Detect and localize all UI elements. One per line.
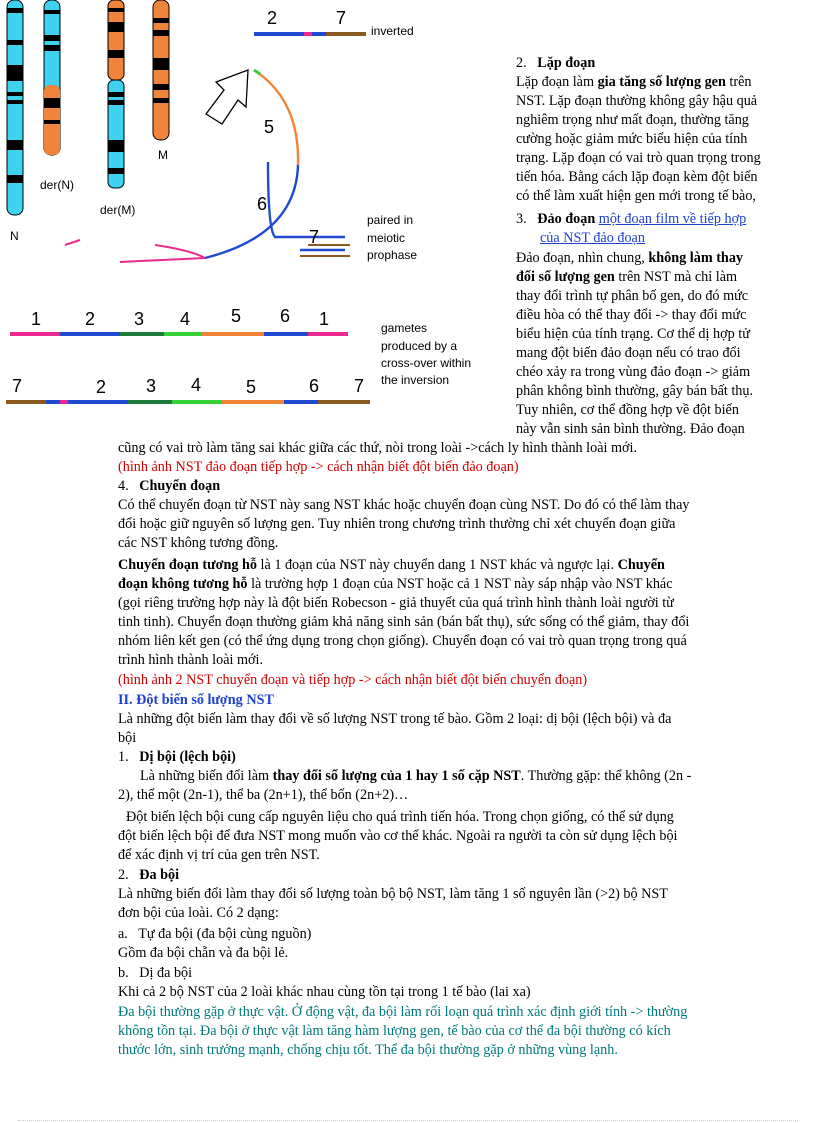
gamete1-num-6: 6	[280, 306, 291, 326]
image-note-inversion: (hình ảnh NST đảo đoạn tiếp hợp -> cách nhận biết đột biến đảo đoạn)	[118, 459, 519, 475]
dao-doan-line-2: đổi số lượng gen trên NST mà chỉ làm	[516, 269, 738, 285]
reciprocal-line-5: nhóm liên kết gen (có thể ứng dụng trong chọn giống). Chuyển đoạn có vai trò quan trọng trong quá	[118, 633, 687, 649]
gametes-label-2: produced by a	[381, 339, 458, 353]
paired-label-1: paired in	[367, 213, 414, 227]
polyploid-note-line-2: không tồn tại. Đa bội ở thực vật làm tăng hàm lượng gen, tế bào của cơ thể đa bội thường có kích	[118, 1023, 671, 1039]
arrow-icon	[206, 70, 248, 124]
chromosome-der-n	[44, 0, 60, 155]
inverted-label: inverted	[371, 24, 414, 38]
aneuploid-use-line-1: Đột biến lệch bội cung cấp nguyên liệu cho quá trình tiến hóa. Trong chọn giống, có thể sử dụng	[126, 809, 674, 825]
gametes-label-1: gametes	[381, 321, 428, 335]
reciprocal-line-3: (gọi riêng trường hợp này là đột biến Robecson - giả thuyết của quá trình hình thành loài người từ	[118, 595, 674, 611]
chuyen-doan-line-1: Có thể chuyển đoạn từ NST này sang NST khác hoặc chuyển đoạn cùng NST. Do đó có thể làm thay	[118, 497, 690, 513]
lap-doan-line-3: nghiêm trọng như mất đoạn, thường tăng	[516, 112, 749, 128]
polyploid-line-1: Là những biến đổi làm thay đổi số lượng toàn bộ bộ NST, làm tăng 1 số nguyên lần (>2) bộ NST	[118, 886, 668, 902]
gamete2-num-7b: 7	[354, 376, 365, 396]
section-4-number: 4.	[118, 478, 129, 494]
section-2-title: Lặp đoạn	[537, 55, 596, 71]
chuyen-doan-line-3: các NST không tương đồng.	[118, 535, 279, 551]
film-link[interactable]: một đoạn film về tiếp hợp	[598, 211, 747, 227]
gamete1-num-2: 2	[85, 309, 96, 329]
loop-num-5: 5	[264, 117, 275, 137]
chuyen-doan-line-2: đổi hoặc giữ nguyên số lượng gen. Tuy nhiên trong chương trình thường chỉ xét chuyển đoạn giữa	[118, 516, 676, 532]
paired-label-3: prophase	[367, 248, 418, 262]
lap-doan-line-2: NST. Lặp đoạn thường không gây hậu quả	[516, 93, 758, 109]
dao-doan-line-1: Đảo đoạn, nhìn chung, không làm thay	[516, 250, 744, 266]
inverted-segment	[254, 32, 366, 36]
chromosome-der-m	[108, 0, 124, 188]
allopolyploid-sub: Khi cả 2 bộ NST của 2 loài khác nhau cùng tồn tại trong 1 tế bào (lai xa)	[118, 984, 531, 1000]
gamete2-num-3: 3	[146, 376, 157, 396]
gamete2-num-2: 2	[96, 377, 107, 397]
section-2-number: 2.	[516, 55, 527, 71]
dao-doan-line-7: chéo xảy ra trong vùng đảo đoạn -> giảm	[516, 364, 751, 380]
numerical-line-1: Là những đột biến làm thay đổi về số lượng NST trong tế bào. Gồm 2 loại: dị bội (lệch bội) và đa	[118, 711, 672, 727]
section-3-number: 3.	[516, 211, 527, 227]
polyploid-note-line-1: Đa bội thường gặp ở thực vật. Ở động vật, đa bội làm rối loạn quá trình xác định giới tính -> thường	[118, 1004, 688, 1020]
lap-doan-line-7: có thể làm xuất hiện gen mới trong tế bào,	[516, 188, 756, 204]
loop-num-6: 6	[257, 194, 268, 214]
gamete1-num-4: 4	[180, 309, 191, 329]
reciprocal-line-4: tinh tinh). Chuyển đoạn thường giảm khả năng sinh sản (bán bất thụ), sức sống có thể giảm, thay đổi	[118, 614, 690, 630]
reciprocal-line-1: Chuyển đoạn tương hỗ là 1 đoạn của NST này chuyển dang 1 NST khác và ngược lại. Chuyển	[118, 557, 665, 573]
reciprocal-line-6: trình hình thành loài mới.	[118, 652, 264, 668]
lap-doan-line-5: trạng. Lặp đoạn có vai trò quan trọng trong	[516, 150, 761, 166]
aneuploid-line-1: Là những biến đổi làm thay đổi số lượng của 1 hay 1 số cặp NST. Thường gặp: thể không (2n -	[140, 768, 692, 784]
gamete1-num-1: 1	[31, 309, 42, 329]
dao-doan-line-4: điều hòa có thể thay đổi -> thay đổi mức	[516, 307, 747, 323]
gamete2-num-4: 4	[191, 375, 202, 395]
image-note-translocation: (hình ảnh 2 NST chuyển đoạn và tiếp hợp -> cách nhận biết đột biến chuyển đoạn)	[118, 672, 588, 688]
subsection-2-number: 2.	[118, 867, 129, 883]
reciprocal-line-2: đoạn không tương hỗ là trường hợp 1 đoạn của NST hoặc cả 1 NST này sáp nhập vào NST khác	[118, 576, 673, 592]
gametes-label-4: the inversion	[381, 373, 450, 387]
film-link-cont[interactable]: của NST đảo đoạn	[540, 230, 645, 246]
gamete-bar-2	[6, 400, 370, 404]
gamete2-num-5: 5	[246, 377, 257, 397]
label-m: M	[158, 148, 168, 162]
chromosome-m	[153, 0, 169, 140]
section-4-title: Chuyển đoạn	[139, 478, 221, 494]
gamete1-num-3: 3	[134, 309, 145, 329]
loop-num-7: 7	[309, 227, 320, 247]
dao-doan-line-3: thay đổi trình tự phân bố gen, do đó mức	[516, 288, 749, 304]
subsection-1-number: 1.	[118, 749, 129, 765]
dao-doan-continuation: cũng có vai trò làm tăng sai khác giữa các thứ, nòi trong loài ->cách ly hình thành loài mới.	[118, 440, 638, 456]
aneuploid-use-line-3: để xác định vị trí của gen trên NST.	[118, 847, 320, 863]
lap-doan-line-6: tiến hóa. Bằng cách lặp đoạn kèm đột biến	[516, 169, 758, 185]
gamete1-num-5: 5	[231, 306, 242, 326]
gamete2-num-6: 6	[309, 376, 320, 396]
gamete1-num-7: 1	[319, 309, 330, 329]
label-der-n: der(N)	[40, 178, 75, 192]
section-3-title: Đảo đoạn	[537, 211, 596, 227]
aneuploid-use-line-2: đột biến lệch bội để đưa NST mong muốn vào cơ thể khác. Ngoài ra người ta còn sử dụng lệch bội	[118, 828, 678, 844]
label-n: N	[10, 229, 19, 243]
autopolyploid-sub: Gồm đa bội chẵn và đa bội lẻ.	[118, 945, 289, 961]
numerical-line-2: bội	[118, 730, 137, 746]
paired-label-2: meiotic	[367, 231, 406, 245]
gametes-label-3: cross-over within	[381, 356, 472, 370]
dao-doan-line-10: này vẫn sinh sản bình thường. Đảo đoạn	[516, 421, 745, 437]
dao-doan-line-9: Tuy nhiên, cơ thể đồng hợp về đột biến	[516, 402, 739, 418]
chromosome-inversion-diagram	[0, 0, 505, 420]
aneuploid-line-2: 2), thể một (2n-1), thể ba (2n+1), thể bốn (2n+2)…	[118, 787, 409, 803]
page-bottom-divider	[18, 1120, 798, 1121]
lap-doan-line-1: Lặp đoạn làm gia tăng số lượng gen trên	[516, 74, 752, 90]
inverted-num-2: 2	[267, 8, 278, 28]
dao-doan-line-8: phân không bình thường, gây bán bất thụ.	[516, 383, 754, 399]
gamete2-num-7a: 7	[12, 376, 23, 396]
heading-numerical-mutation: II. Đột biến số lượng NST	[118, 692, 274, 708]
dao-doan-line-5: biểu hiện của tính trạng. Cơ thể dị hợp tử	[516, 326, 750, 342]
label-der-m: der(M)	[100, 203, 136, 217]
dao-doan-line-6: mang đột biến đảo đoạn nếu có trao đổi	[516, 345, 741, 361]
gamete-bar-1	[10, 332, 348, 336]
inverted-num-7: 7	[336, 8, 347, 28]
lap-doan-line-4: cường hoặc giảm mức biểu hiện của tính	[516, 131, 748, 147]
subsection-1-title: Dị bội (lệch bội)	[139, 749, 236, 765]
chromosome-n	[7, 0, 23, 215]
polyploid-line-2: đơn bội của loài. Có 2 dạng:	[118, 905, 279, 921]
subsection-2-title: Đa bội	[139, 867, 180, 883]
allopolyploid-item: b. Dị đa bội	[118, 965, 193, 981]
polyploid-note-line-3: thước lớn, sinh trưởng mạnh, chống chịu tốt. Thể đa bội thường gặp ở những vùng lạnh.	[118, 1042, 618, 1058]
autopolyploid-item: a. Tự đa bội (đa bội cùng nguồn)	[118, 926, 312, 942]
